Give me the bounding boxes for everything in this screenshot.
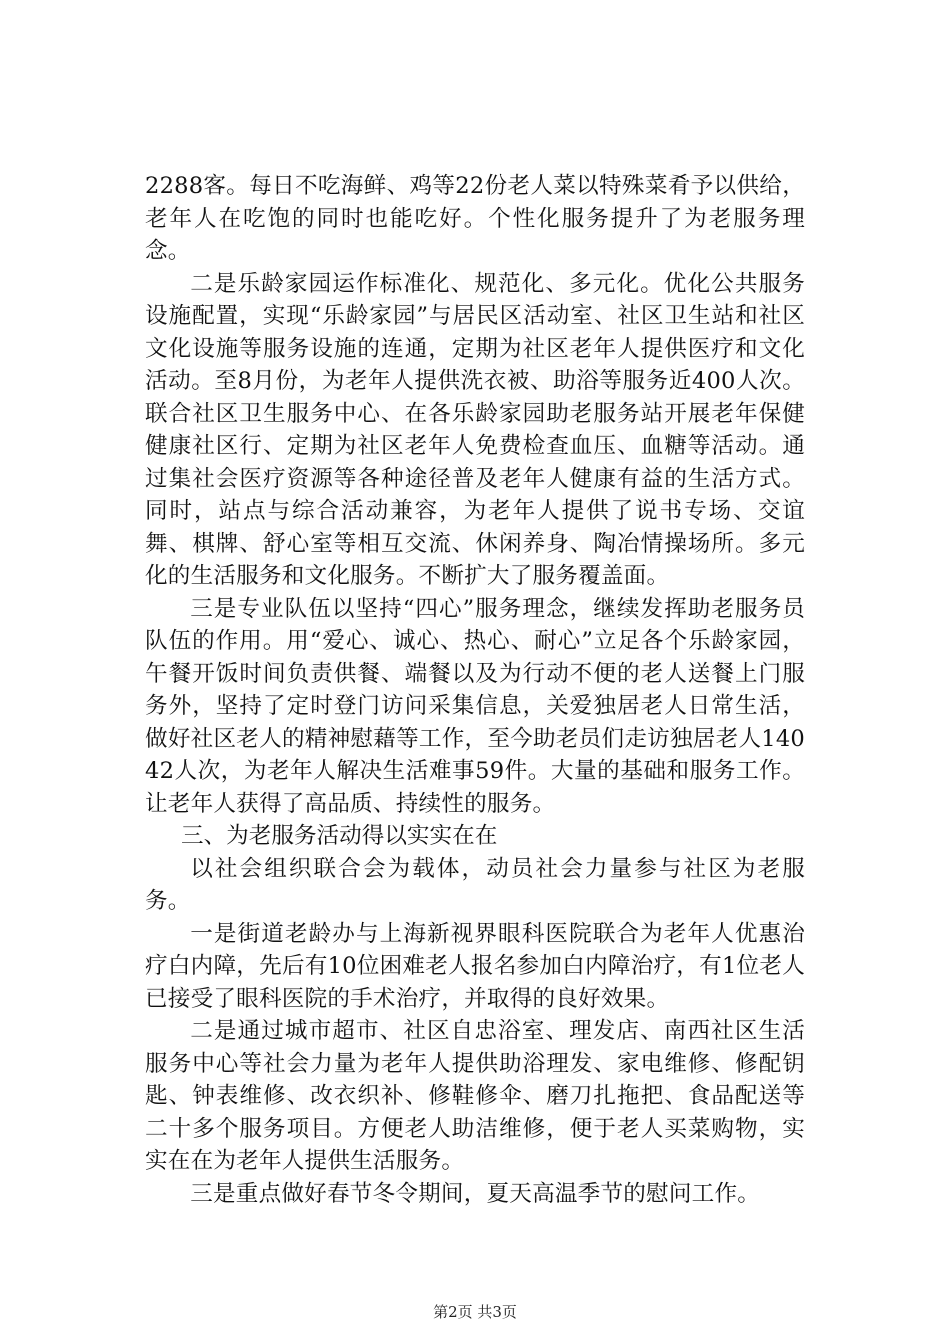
paragraph-continuation: 2288客。每日不吃海鲜、鸡等22份老人菜以特殊菜肴予以供给，老年人在吃饱的同时也能吃好。个性化服务提升了为老服务理念。 — [145, 173, 805, 264]
document-body — [145, 170, 805, 1210]
page-footer: 第2页 共3页 — [433, 1303, 517, 1321]
section-heading: 三、为老服务活动得以实实在在 — [181, 823, 498, 849]
paragraph-item-two: 二是乐龄家园运作标准化、规范化、多元化。优化公共服务设施配置，实现“乐龄家园”与居民区活动室、社区卫生站和社区文化设施等服务设施的连通，定期为社区老年人提供医疗和文化活动。至8月份，为老年人提供洗衣被、助浴等服务近400人次。联合社区卫生服务中心、在各乐龄家园助老服务站开展老年保健健康社区行、定期为社区老年人免费检查血压、血糖等活动。通过集社会医疗资源等各种途径普及老年人健康有益的生活方式。同时，站点与综合活动兼容，为老年人提供了说书专场、交谊舞、棋牌、舒心室等相互交流、休闲养身、陶冶情操场所。多元化的生活服务和文化服务。不断扩大了服务覆盖面。 — [145, 270, 805, 589]
paragraph-sub-three: 三是重点做好春节冬令期间，夏天高温季节的慰问工作。 — [190, 1180, 761, 1207]
paragraph-sub-two: 二是通过城市超市、社区自忠浴室、理发店、南西社区生活服务中心等社会力量为老年人提供助浴理发、家电维修、修配钥匙、钟表维修、改衣织补、修鞋修伞、磨刀扎拖把、食品配送等二十多个服务项目。方便老人助洁维修，便于老人买菜购物，实实在在为老年人提供生活服务。 — [145, 1018, 805, 1174]
paragraph-sub-one: 一是街道老龄办与上海新视界眼科医院联合为老年人优惠治疗白内障，先后有10位困难老人报名参加白内障治疗，有1位老人已接受了眼科医院的手术治疗，并取得的良好效果。 — [145, 920, 805, 1012]
paragraph-section-intro: 以社会组织联合会为载体，动员社会力量参与社区为老服务。 — [145, 855, 805, 914]
paragraph-item-three: 三是专业队伍以坚持“四心”服务理念，继续发挥助老服务员队伍的作用。用“爱心、诚心、热心、耐心”立足各个乐龄家园，午餐开饭时间负责供餐、端餐以及为行动不便的老人送餐上门服务外，坚持了定时登门访问采集信息，关爱独居老人日常生活，做好社区老人的精神慰藉等工作，至今助老员们走访独居老人14042人次，为老年人解决生活难事59件。大量的基础和服务工作。让老年人获得了高品质、持续性的服务。 — [145, 595, 805, 817]
